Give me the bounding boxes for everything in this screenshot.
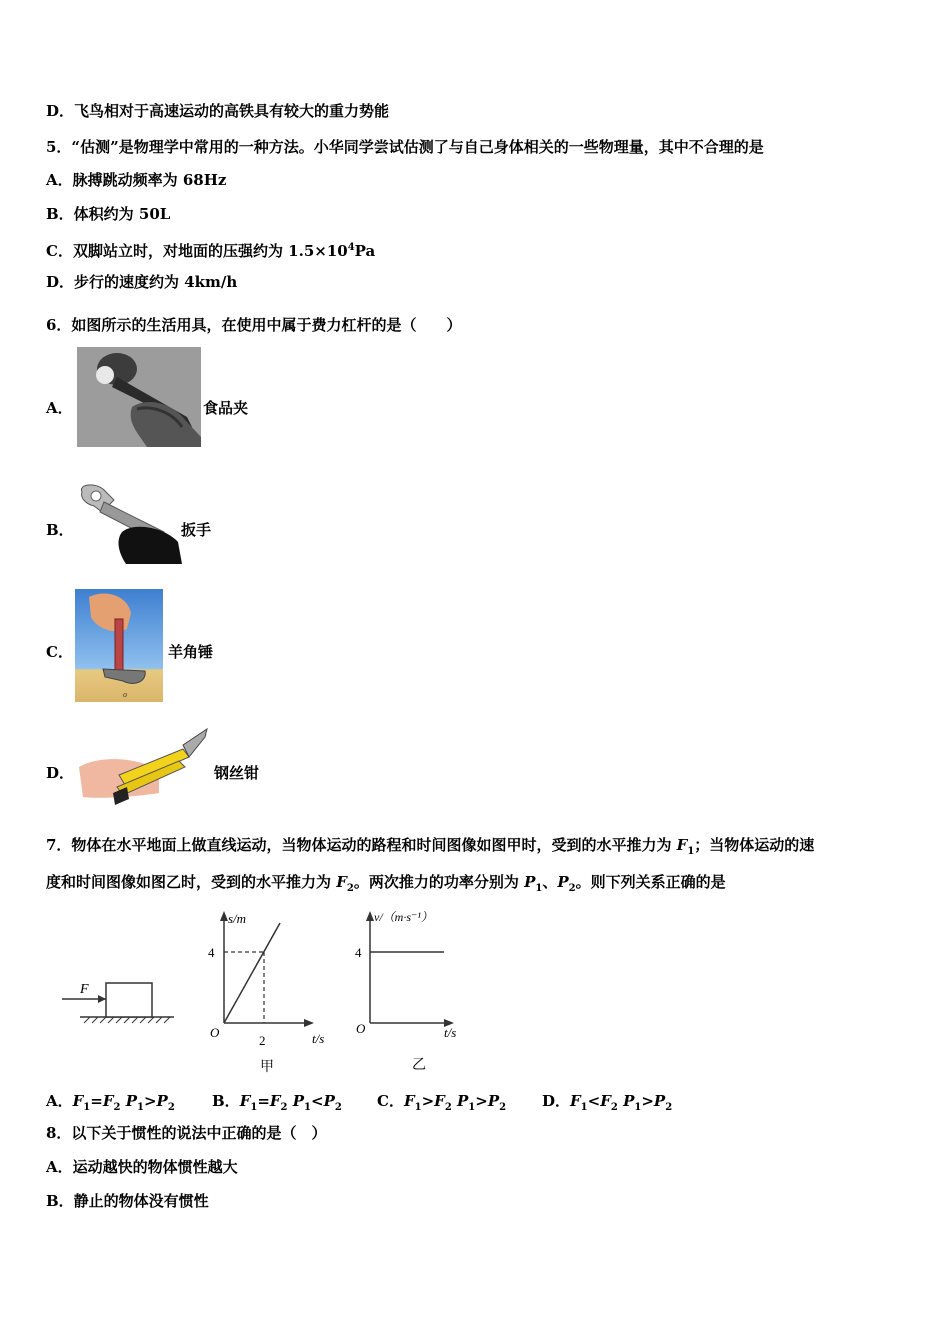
claw-hammer-image — [75, 589, 163, 702]
block — [106, 983, 152, 1017]
pliers-image — [79, 727, 209, 807]
jia-ylabel: s/m — [228, 911, 247, 926]
q6-option-d-letter: D． — [46, 764, 75, 782]
svg-text:o: o — [123, 690, 127, 699]
food-tongs-image — [77, 347, 201, 447]
q5-option-c: C．双脚站立时，对地面的压强约为 $1.5\times 10^4Pa$ — [46, 242, 376, 260]
jia-origin: O — [210, 1025, 220, 1040]
q5-option-a: A．脉搏跳动频率为 68Hz — [46, 171, 227, 189]
force-label: F — [80, 982, 89, 997]
yi-y-tick: 4 — [355, 945, 362, 960]
yi-caption: 乙 — [412, 1058, 426, 1073]
ground-hatch — [84, 1017, 170, 1023]
yi-xlabel: t/s — [444, 1025, 457, 1040]
jia-line — [224, 923, 280, 1023]
q5-option-b: B．体积约为 50L — [46, 205, 171, 223]
q6-option-d-label: 钢丝钳 — [214, 764, 260, 782]
q8-option-a: A．运动越快的物体惯性越大 — [46, 1158, 238, 1176]
jia-y-tick: 4 — [208, 945, 215, 960]
block-diagram — [62, 982, 174, 1023]
q7-stem-line2: 度和时间图像如图乙时，受到的水平推力为 $F_2$。两次推力的功率分别为 $P_1$、$P_2$。则下列关系正确的是 — [46, 873, 726, 894]
q6-option-b-letter: B． — [46, 521, 74, 539]
q7-option-a: A．$F_1=F_2$ $P_1>P_2$ — [46, 1092, 175, 1113]
q4-option-d: D．飞鸟相对于高速运动的高铁具有较大的重力势能 — [46, 102, 390, 120]
q6-option-b-label: 扳手 — [181, 521, 212, 539]
graph-jia — [208, 911, 324, 1075]
force-arrowhead — [98, 995, 106, 1003]
q7-option-d: D．$F_1<F_2$ $P_1>P_2$ — [542, 1092, 673, 1113]
q6-option-c-letter: C． — [46, 643, 73, 661]
jia-xlabel: t/s — [312, 1031, 325, 1046]
q6-option-a-letter: A． — [46, 399, 73, 417]
graph-yi — [355, 910, 456, 1073]
q6-option-a-label: 食品夹 — [203, 399, 249, 417]
wrench-image — [74, 482, 182, 564]
q7-figure — [50, 905, 480, 1080]
q7-stem-line1: 7．物体在水平地面上做直线运动，当物体运动的路程和时间图像如图甲时，受到的水平推力为 $F_1$；当物体运动的速 — [46, 836, 815, 857]
q8-stem: 8．以下关于惯性的说法中正确的是（ ） — [46, 1124, 327, 1142]
q8-option-b: B．静止的物体没有惯性 — [46, 1192, 209, 1210]
yi-ylabel: v/（m·s⁻¹） — [374, 910, 433, 924]
jia-x-tick: 2 — [259, 1033, 266, 1048]
yi-origin: O — [356, 1021, 366, 1036]
q5-stem: 5．“估测”是物理学中常用的一种方法。小华同学尝试估测了与自己身体相关的一些物理量，其中不合理的是 — [46, 138, 764, 156]
q7-option-c: C．$F_1>F_2$ $P_1>P_2$ — [377, 1092, 507, 1113]
jia-caption: 甲 — [260, 1060, 274, 1075]
q6-option-c-label: 羊角锤 — [168, 643, 214, 661]
q7-option-b: B．$F_1=F_2$ $P_1<P_2$ — [212, 1092, 342, 1113]
q6-stem: 6．如图所示的生活用具，在使用中属于费力杠杆的是（ ） — [46, 316, 462, 334]
q5-option-d: D．步行的速度约为 4km/h — [46, 273, 238, 291]
